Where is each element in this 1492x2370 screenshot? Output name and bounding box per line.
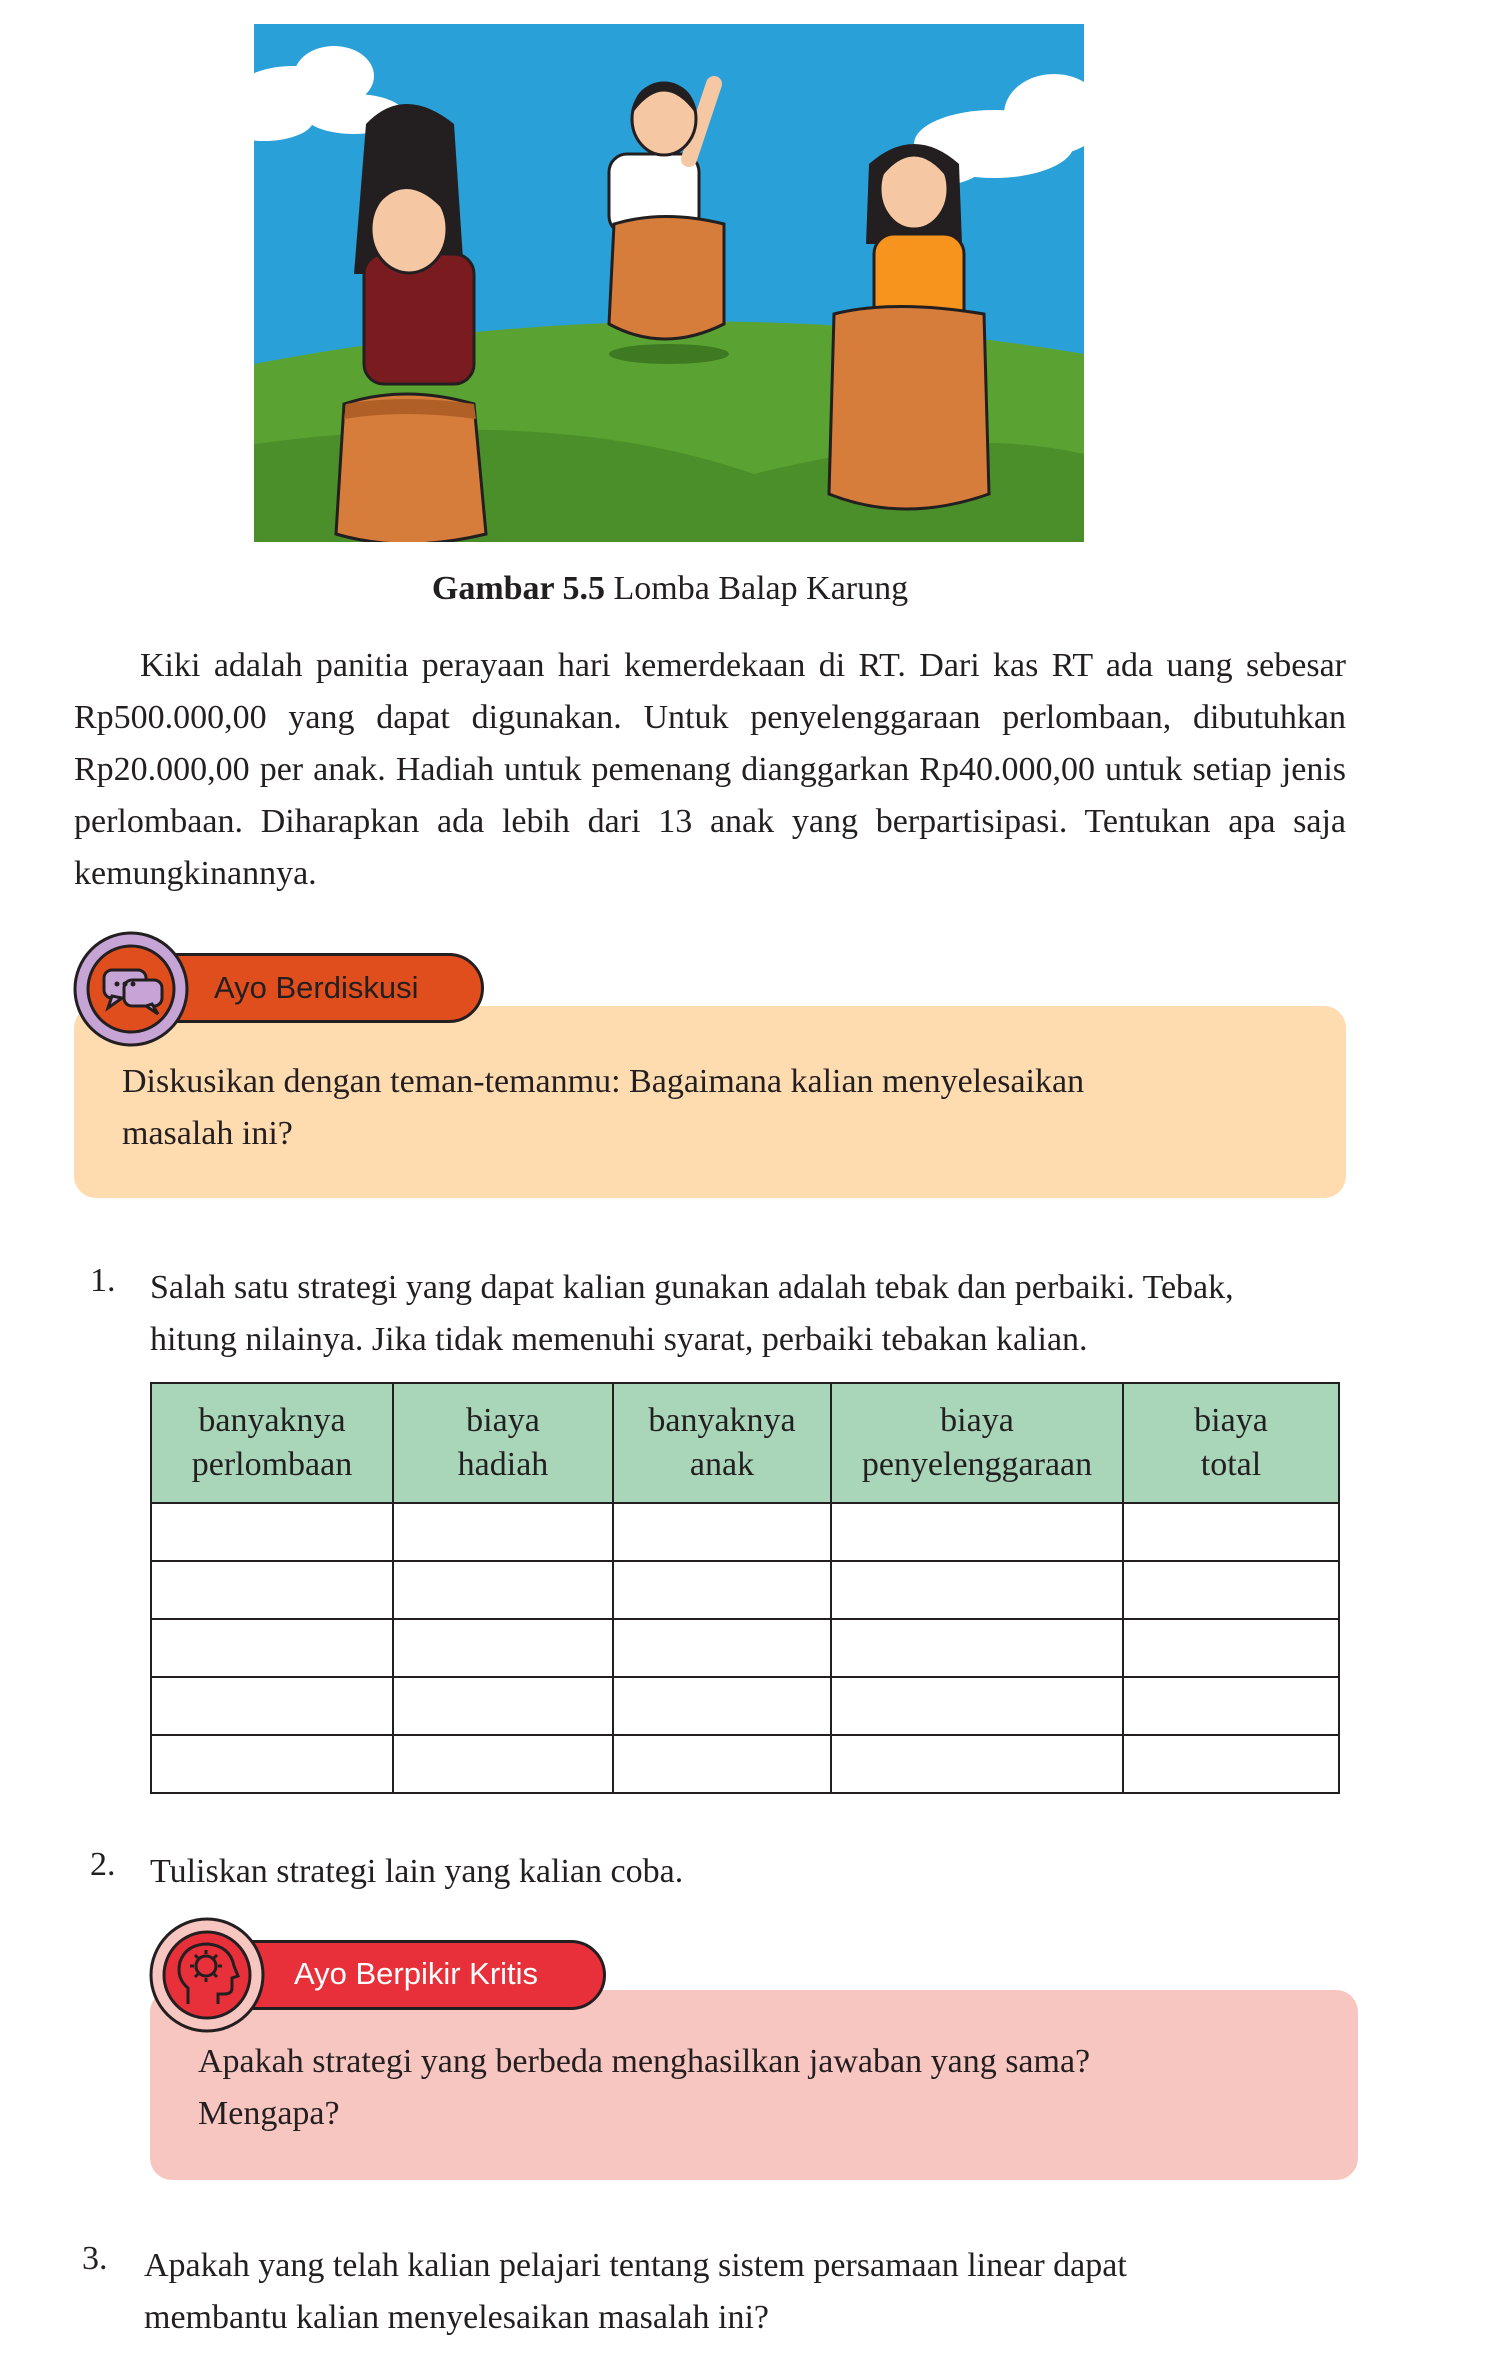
item-3-text: [144, 2240, 1344, 2344]
header-banyaknya-perlombaan: banyaknya perlombaan: [151, 1383, 393, 1503]
table-row: [151, 1561, 1339, 1619]
table-cell[interactable]: [831, 1561, 1123, 1619]
table-row: [151, 1677, 1339, 1735]
discussion-tab-label: Ayo Berdiskusi: [214, 970, 419, 1005]
table-cell[interactable]: [1123, 1561, 1339, 1619]
figure-title: Lomba Balap Karung: [613, 570, 909, 607]
discussion-line-2: masalah ini?: [122, 1115, 293, 1152]
critical-line-1: Apakah strategi yang berbeda menghasilkan jawaban yang sama?: [198, 2043, 1091, 2080]
table-cell[interactable]: [393, 1503, 613, 1561]
table-cell[interactable]: [393, 1561, 613, 1619]
item-3-line-1: Apakah yang telah kalian pelajari tentang sistem persamaan linear dapat: [144, 2247, 1127, 2284]
header-biaya-total: biaya total: [1123, 1383, 1339, 1503]
table-cell[interactable]: [1123, 1503, 1339, 1561]
item-3-line-2: membantu kalian menyelesaikan masalah ini?: [144, 2299, 769, 2336]
table-cell[interactable]: [1123, 1619, 1339, 1677]
header-banyaknya-anak: banyaknya anak: [613, 1383, 831, 1503]
sack-race-illustration: [254, 24, 1084, 542]
head-gear-icon: [148, 1916, 266, 2034]
critical-line-2: Mengapa?: [198, 2095, 340, 2132]
table-row: [151, 1619, 1339, 1677]
item-2-text: [150, 1846, 1350, 1898]
table-cell[interactable]: [613, 1503, 831, 1561]
item-1-number: 1.: [90, 1262, 116, 1299]
figure-label: Gambar 5.5: [431, 570, 606, 607]
table-cell[interactable]: [831, 1503, 1123, 1561]
table-cell[interactable]: [613, 1677, 831, 1735]
table-row: [151, 1735, 1339, 1793]
item-2-line-1: Tuliskan strategi lain yang kalian coba.: [150, 1853, 684, 1890]
critical-thinking-tab-label: Ayo Berpikir Kritis: [294, 1956, 539, 1991]
table-cell[interactable]: [393, 1619, 613, 1677]
table-cell[interactable]: [613, 1619, 831, 1677]
item-2-number: 2.: [90, 1846, 116, 1883]
table-cell[interactable]: [393, 1677, 613, 1735]
table-cell[interactable]: [831, 1677, 1123, 1735]
table-header-row: [151, 1383, 1339, 1503]
table-cell[interactable]: [613, 1735, 831, 1793]
discussion-line-1: Diskusikan dengan teman-temanmu: Bagaimana kalian menyelesaikan: [122, 1063, 1085, 1100]
item-3-number: 3.: [82, 2240, 108, 2277]
intro-paragraph: [74, 640, 1346, 900]
table-cell[interactable]: [151, 1503, 393, 1561]
table-cell[interactable]: [151, 1561, 393, 1619]
table-cell[interactable]: [831, 1735, 1123, 1793]
item-1-line-1: Salah satu strategi yang dapat kalian gunakan adalah tebak dan perbaiki. Tebak,: [150, 1269, 1234, 1306]
figure-caption: [0, 570, 1340, 608]
table-cell[interactable]: [151, 1619, 393, 1677]
header-biaya-penyelenggaraan: biaya penyelenggaraan: [831, 1383, 1123, 1503]
table-cell[interactable]: [1123, 1677, 1339, 1735]
item-1-line-2: hitung nilainya. Jika tidak memenuhi syarat, perbaiki tebakan kalian.: [150, 1321, 1088, 1358]
critical-thinking-text: [198, 2036, 1298, 2140]
table-cell[interactable]: [831, 1619, 1123, 1677]
table-cell[interactable]: [151, 1677, 393, 1735]
guess-table: [150, 1382, 1340, 1794]
table-cell[interactable]: [613, 1561, 831, 1619]
intro-paragraph-text: Kiki adalah panitia perayaan hari kemerdekaan di RT. Dari kas RT ada uang sebesar Rp500.000,00 yang dapat digunakan. Untuk penyelenggaraan perlombaan, dibutuhkan Rp20.000,00 per anak. Hadiah untuk pemenang dianggarkan Rp40.000,00 untuk setiap jenis perlombaan. Diharapkan ada lebih dari 13 anak yang berpartisipasi. Tentukan apa saja kemungkinannya.: [74, 647, 1346, 892]
table-cell[interactable]: [151, 1735, 393, 1793]
table-cell[interactable]: [1123, 1735, 1339, 1793]
table-row: [151, 1503, 1339, 1561]
discussion-text: [122, 1056, 1222, 1160]
header-biaya-hadiah: biaya hadiah: [393, 1383, 613, 1503]
item-1-text: [150, 1262, 1350, 1366]
chat-bubbles-icon: [72, 930, 190, 1048]
table-cell[interactable]: [393, 1735, 613, 1793]
